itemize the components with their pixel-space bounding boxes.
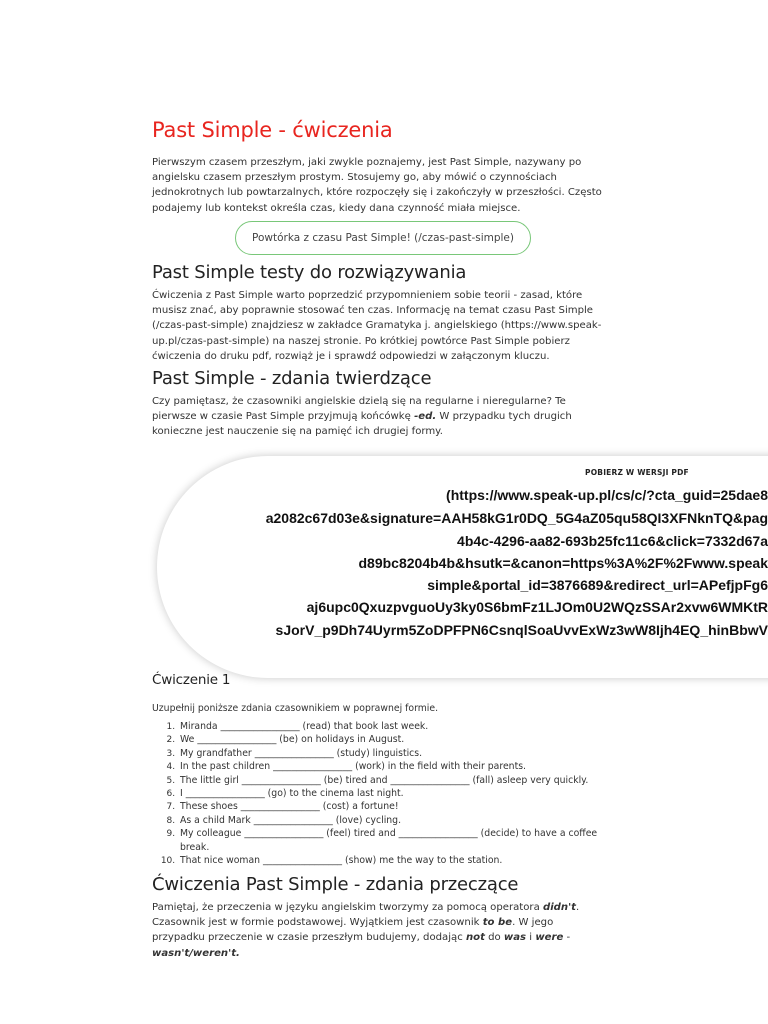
cta-link-line[interactable]: simple&portal_id=3876689&redirect_url=APefjpFg6 [427, 577, 768, 593]
exercise-1-instruction: Uzupełnij poniższe zdania czasownikiem w poprawnej formie. [152, 703, 439, 714]
list-item: 3. My grandfather _________________ (study) linguistics. [178, 747, 608, 760]
affirmative-text-2: W przypadku tych drugich konieczne jest nauczenie się na pamięć ich drugiej formy. [152, 411, 572, 438]
cta-link-line[interactable]: (https://www.speak-up.pl/cs/c/?cta_guid=25dae8 [446, 487, 768, 503]
cta-link-line[interactable]: aj6upc0QxuzpvguoUy3ky0S6bmFz1LJOm0U2WQzSSAr2xvw6WMKtR [306, 599, 768, 615]
negative-paragraph [152, 900, 607, 961]
list-item: 7. These shoes _________________ (cost) a fortune! [178, 800, 608, 813]
tests-heading: Past Simple testy do rozwiązywania [152, 262, 467, 283]
intro-paragraph: Pierwszym czasem przeszłym, jaki zwykle poznajemy, jest Past Simple, nazywany po angielsku czasem przeszłym prostym. Stosujemy go, aby mówić o czynnościach jednokrotnych lub powtarzalnych, które rozpoczęły się i zakończyły w przeszłości. Często podajemy lub kontekst określa czas, kiedy dana czynność miała miejsce. [152, 157, 602, 214]
not-word: not [465, 932, 485, 944]
negative-text: . W jego przypadku przeczenie w czasie przeszłym budujemy, dodając [152, 917, 554, 944]
list-item: 5. The little girl _________________ (be) tired and _________________ (fall) asleep very quickly. [178, 774, 608, 787]
exercise-1-list [178, 720, 608, 867]
review-past-simple-button[interactable]: Powtórka z czasu Past Simple! (/czas-past-simple) [235, 221, 531, 255]
list-item: 1. Miranda _________________ (read) that book last week. [178, 720, 608, 733]
cta-link-line[interactable]: d89bc8204b4b&hsutk=&canon=https%3A%2F%2Fwww.speak [358, 555, 768, 571]
cta-link-line[interactable]: a2082c67d03e&signature=AAH58kG1r0DQ_5G4aZ05qu58QI3XFNknTQ&pag [265, 510, 768, 526]
cta-link-line[interactable]: sJorV_p9Dh74Uyrm5ZoDPFPN6CsnqlSoaUvvExWz3wW8Ijh4EQ_hinBbwV [275, 622, 768, 638]
negative-text: - [563, 932, 571, 944]
wasnt-werent-word: wasn't/weren't. [152, 947, 240, 959]
affirmative-heading: Past Simple - zdania twierdzące [152, 368, 432, 389]
pdf-download-heading[interactable]: POBIERZ W WERSJI PDF [585, 468, 689, 477]
affirmative-paragraph [152, 394, 607, 440]
negative-text: do [484, 932, 504, 944]
was-word: was [503, 932, 527, 944]
negative-text: . Czasownik jest w formie podstawowej. Wyjątkiem jest czasownik [152, 902, 580, 929]
were-word: were [535, 932, 564, 944]
list-item: 4. In the past children _________________ (work) in the field with their parents. [178, 760, 608, 773]
list-item: 2. We _________________ (be) on holidays in August. [178, 733, 608, 746]
negative-text: Pamiętaj, że przeczenia w języku angielskim tworzymy za pomocą operatora [152, 902, 543, 913]
didnt-word: didn't [542, 902, 576, 913]
negative-text: i [526, 932, 536, 944]
exercise-1-heading: Ćwiczenie 1 [152, 672, 231, 688]
negative-heading: Ćwiczenia Past Simple - zdania przeczące [152, 874, 519, 895]
list-item: 10. That nice woman _________________ (show) me the way to the station. [178, 854, 608, 867]
tests-paragraph: Ćwiczenia z Past Simple warto poprzedzić przypomnieniem sobie teorii - zasad, które musisz znać, aby poprawnie stosować ten czas. Informację na temat czasu Past Simple (/czas-past-simple) znajdziesz w zakładce Gramatyka j. angielskiego (https://www.speak-up.pl/czas-past-simple) na naszej stronie. Po krótkiej powtórce Past Simple pobierz ćwiczenia do druku pdf, rozwiąż je i sprawdź odpowiedzi w załączonym kluczu. [152, 290, 602, 362]
affirmative-text-1: Czy pamiętasz, że czasowniki angielskie dzielą się na regularne i nieregularne? Te pierwsze w czasie Past Simple przyjmują końcówkę [152, 396, 566, 423]
page-title: Past Simple - ćwiczenia [152, 118, 393, 142]
list-item: 8. As a child Mark _________________ (love) cycling. [178, 814, 608, 827]
cta-link-line[interactable]: 4b4c-4296-aa82-693b25fc11c6&click=7332d67a [457, 533, 768, 549]
ed-ending: -ed. [414, 411, 437, 423]
to-be-word: to be [482, 917, 513, 929]
list-item: 9. My colleague _________________ (feel) tired and _________________ (decide) to have a coffee break. [178, 827, 608, 854]
list-item: 6. I _________________ (go) to the cinema last night. [178, 787, 608, 800]
